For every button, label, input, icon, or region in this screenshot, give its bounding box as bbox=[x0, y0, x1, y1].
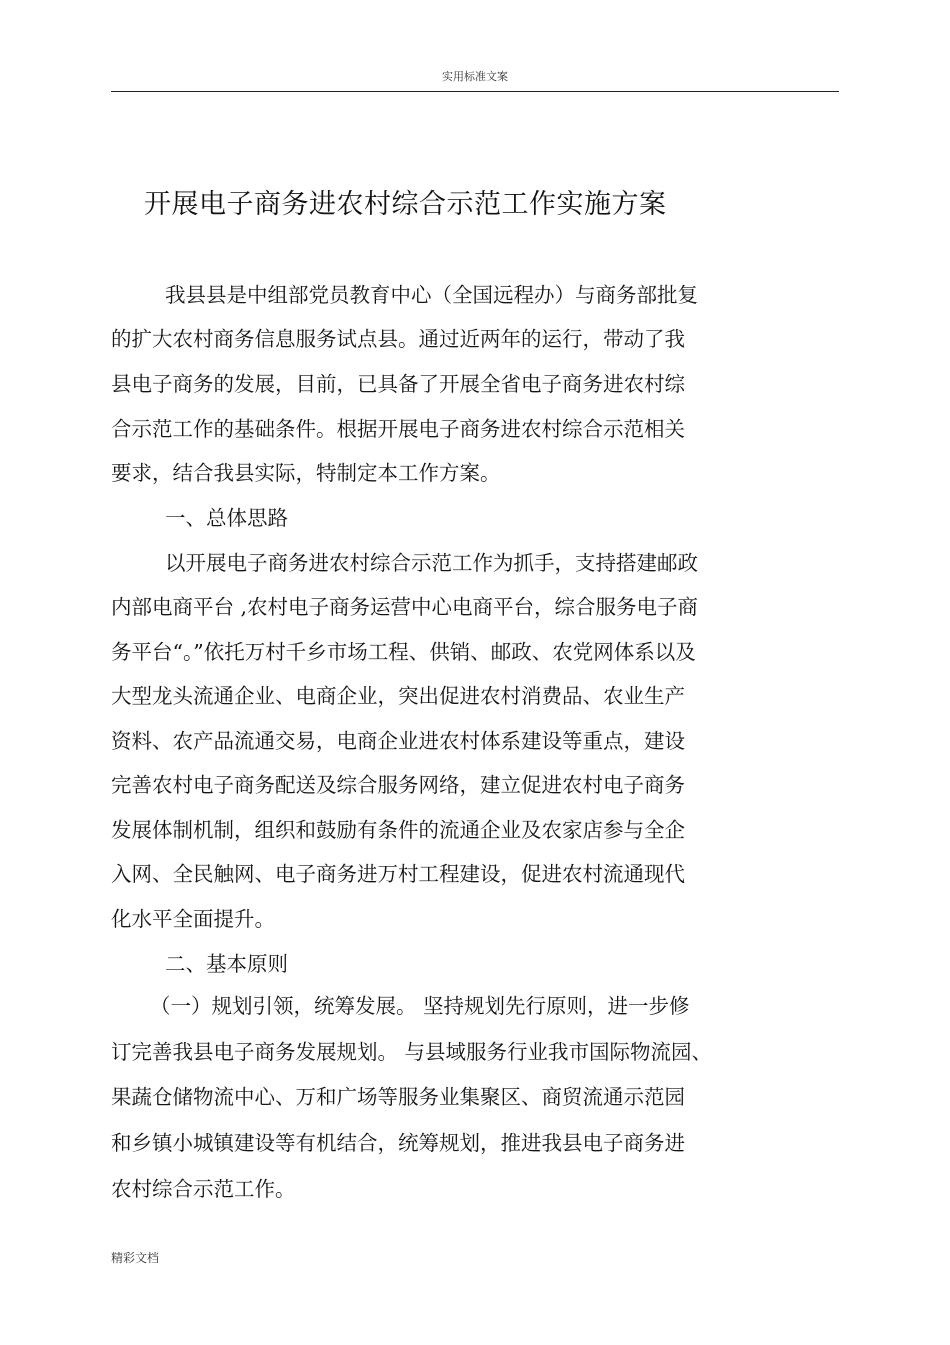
body-line: 发展体制机制，组织和鼓励有条件的流通企业及农家店参与全企 bbox=[111, 818, 685, 842]
body-line: 合示范工作的基础条件。根据开展电子商务进农村综合示范相关 bbox=[111, 417, 685, 441]
body-line: 入网、全民触网、电子商务进万村工程建设，促进农村流通现代 bbox=[111, 862, 685, 886]
section-heading: 一、总体思路 bbox=[165, 506, 288, 530]
body-line: 县电子商务的发展，目前，已具备了开展全省电子商务进农村综 bbox=[111, 372, 685, 396]
body-line: （一）规划引领，统筹发展。 坚持规划先行原则，进一步修 bbox=[150, 994, 690, 1018]
body-line: 资料、农产品流通交易，电商企业进农村体系建设等重点，建设 bbox=[111, 729, 685, 753]
body-line: 的扩大农村商务信息服务试点县。通过近两年的运行，带动了我 bbox=[111, 327, 685, 351]
body-line: 化水平全面提升。 bbox=[111, 907, 275, 931]
body-line: 完善农村电子商务配送及综合服务网络，建立促进农村电子商务 bbox=[111, 773, 685, 797]
header-divider bbox=[111, 91, 839, 92]
body-line: 我县县是中组部党员教育中心（全国远程办）与商务部批复 bbox=[165, 283, 698, 307]
body-line: 农村综合示范工作。 bbox=[111, 1177, 296, 1201]
body-line: 要求，结合我县实际，特制定本工作方案。 bbox=[111, 461, 501, 485]
body-line: 务平台“。”依托万村千乡市场工程、供销、邮政、农党网体系以及 bbox=[111, 640, 696, 664]
document-title: 开展电子商务进农村综合示范工作实施方案 bbox=[144, 189, 667, 220]
body-line: 内部电商平台 ,农村电子商务运营中心电商平台，综合服务电子商 bbox=[111, 595, 699, 619]
body-line: 订完善我县电子商务发展规划。 与县域服务行业我市国际物流园、 bbox=[111, 1040, 713, 1064]
header-text: 实用标准文案 bbox=[442, 70, 508, 83]
section-heading: 二、基本原则 bbox=[165, 952, 288, 976]
body-line: 和乡镇小城镇建设等有机结合，统筹规划，推进我县电子商务进 bbox=[111, 1131, 685, 1155]
body-line: 以开展电子商务进农村综合示范工作为抓手，支持搭建邮政 bbox=[165, 551, 698, 575]
body-line: 大型龙头流通企业、电商企业，突出促进农村消费品、农业生产 bbox=[111, 684, 685, 708]
body-line: 果蔬仓储物流中心、万和广场等服务业集聚区、商贸流通示范园 bbox=[111, 1085, 685, 1109]
page-footer: 精彩文档 bbox=[111, 1251, 160, 1265]
